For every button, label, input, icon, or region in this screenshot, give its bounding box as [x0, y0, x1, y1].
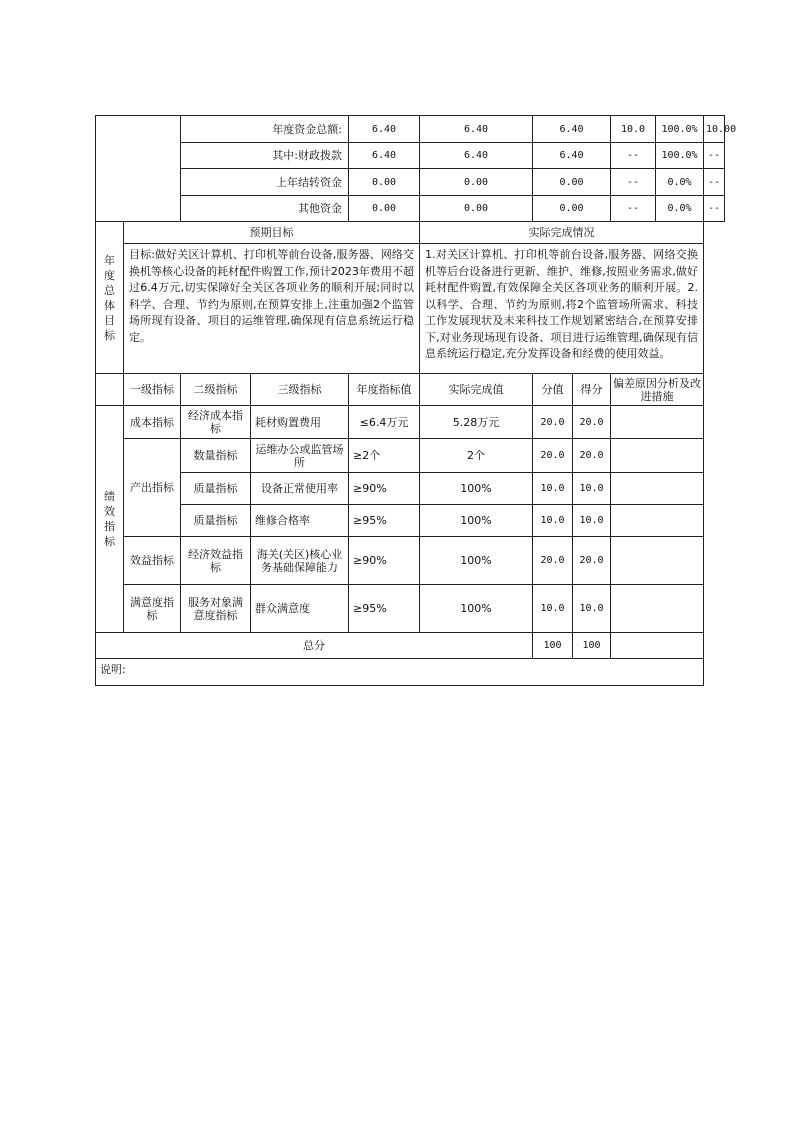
score-cell: 10.0 — [573, 585, 611, 633]
header-level3: 三级指标 — [251, 374, 349, 406]
level2-cell: 质量指标 — [181, 505, 251, 537]
funds-row — [96, 169, 725, 196]
total-deviation — [611, 633, 704, 659]
funds-weight: -- — [611, 169, 656, 196]
actual-goal-header: 实际完成情况 — [420, 222, 704, 244]
level2-cell: 经济成本指标 — [181, 406, 251, 439]
funds-blank-cell — [96, 116, 181, 222]
funds-value: 0.00 — [533, 169, 611, 196]
level3-cell: 维修合格率 — [251, 505, 349, 537]
target-cell: ≥95% — [349, 585, 420, 633]
funds-rate: 0.0% — [656, 196, 704, 222]
group-benefit: 效益指标 — [124, 537, 181, 585]
score-cell: 20.0 — [573, 537, 611, 585]
expected-goal-text: 目标:做好关区计算机、打印机等前台设备,服务器、网络交换机等核心设备的耗材配件购置工作,预计2023年费用不超过6.4万元,切实保障好全关区各项业务的顺利开展;同时以科学、合理、节约为原则,在预算安排上,注重加强2个监管场所现有设备、项目的运维管理,确保现有信息系统运行稳定。 — [124, 244, 420, 374]
group-satisfaction: 满意度指标 — [124, 585, 181, 633]
indicator-header-blank — [96, 374, 124, 406]
level2-cell: 经济效益指标 — [181, 537, 251, 585]
header-target: 年度指标值 — [349, 374, 420, 406]
funds-value: 0.00 — [420, 169, 533, 196]
funds-value: 6.40 — [349, 116, 420, 143]
funds-rate: 100.0% — [656, 116, 704, 143]
goal-header-row — [96, 222, 725, 244]
actual-cell: 100% — [420, 537, 533, 585]
level2-cell: 质量指标 — [181, 473, 251, 505]
actual-cell: 100% — [420, 585, 533, 633]
deviation-cell — [611, 439, 704, 473]
funds-rate: 100.0% — [656, 143, 704, 169]
note-label: 说明: — [96, 659, 704, 686]
actual-cell: 2个 — [420, 439, 533, 473]
level3-cell: 耗材购置费用 — [251, 406, 349, 439]
funds-row — [96, 143, 725, 169]
funds-value: 0.00 — [349, 169, 420, 196]
header-level1: 一级指标 — [124, 374, 181, 406]
level2-cell: 数量指标 — [181, 439, 251, 473]
deviation-cell — [611, 473, 704, 505]
funds-score: -- — [704, 169, 725, 196]
funds-score: 10.00 — [704, 116, 725, 143]
target-cell: ≥2个 — [349, 439, 420, 473]
score-cell: 10.0 — [573, 505, 611, 537]
total-weight: 100 — [533, 633, 573, 659]
table-row — [96, 537, 725, 585]
weight-cell: 10.0 — [533, 473, 573, 505]
funds-score: -- — [704, 196, 725, 222]
deviation-cell — [611, 406, 704, 439]
target-cell: ≥95% — [349, 505, 420, 537]
indicator-header-row — [96, 374, 725, 406]
note-row — [96, 659, 725, 686]
deviation-cell — [611, 505, 704, 537]
funds-score: -- — [704, 143, 725, 169]
target-cell: ≥90% — [349, 473, 420, 505]
funds-value: 6.40 — [533, 143, 611, 169]
actual-goal-text: 1.对关区计算机、打印机等前台设备,服务器、网络交换机等后台设备进行更新、维护、维修,按照业务需求,做好耗材配件购置,有效保障全关区各项业务的顺利开展。2.以科学、合理、节约为原则,将2个监管场所需求、科技工作发展现状及未来科技工作规划紧密结合,在预算安排下,对业务现场现有设备、项目进行运维管理,确保现有信息系统运行稳定,充分发挥设备和经费的使用效益。 — [420, 244, 704, 374]
weight-cell: 10.0 — [533, 505, 573, 537]
total-label: 总分 — [96, 633, 533, 659]
indicator-side-label — [96, 406, 124, 633]
header-actual: 实际完成值 — [420, 374, 533, 406]
funds-value: 0.00 — [533, 196, 611, 222]
table-row — [96, 439, 725, 473]
weight-cell: 10.0 — [533, 585, 573, 633]
deviation-cell — [611, 537, 704, 585]
funds-label: 上年结转资金 — [181, 169, 349, 196]
header-level2: 二级指标 — [181, 374, 251, 406]
funds-row — [96, 196, 725, 222]
target-cell: ≥90% — [349, 537, 420, 585]
level3-cell: 海关(关区)核心业务基础保障能力 — [251, 537, 349, 585]
actual-cell: 100% — [420, 473, 533, 505]
actual-cell: 5.28万元 — [420, 406, 533, 439]
header-weight: 分值 — [533, 374, 573, 406]
funds-value: 6.40 — [420, 116, 533, 143]
level2-cell: 服务对象满意度指标 — [181, 585, 251, 633]
group-output: 产出指标 — [124, 439, 181, 537]
funds-value: 0.00 — [349, 196, 420, 222]
goal-side-label — [96, 222, 124, 374]
expected-goal-header: 预期目标 — [124, 222, 420, 244]
performance-table — [95, 115, 737, 686]
funds-rate: 0.0% — [656, 169, 704, 196]
weight-cell: 20.0 — [533, 537, 573, 585]
level3-cell: 运维办公或监管场所 — [251, 439, 349, 473]
funds-label: 其他资金 — [181, 196, 349, 222]
goal-side-label-text: 年度总体目标 — [104, 253, 115, 342]
total-score: 100 — [573, 633, 611, 659]
funds-value: 0.00 — [420, 196, 533, 222]
target-cell: ≤6.4万元 — [349, 406, 420, 439]
funds-row — [96, 116, 725, 143]
funds-value: 6.40 — [420, 143, 533, 169]
score-cell: 10.0 — [573, 473, 611, 505]
actual-cell: 100% — [420, 505, 533, 537]
weight-cell: 20.0 — [533, 439, 573, 473]
group-cost: 成本指标 — [124, 406, 181, 439]
funds-value: 6.40 — [349, 143, 420, 169]
weight-cell: 20.0 — [533, 406, 573, 439]
funds-weight: -- — [611, 196, 656, 222]
table-row — [96, 473, 725, 505]
funds-weight: -- — [611, 143, 656, 169]
header-score: 得分 — [573, 374, 611, 406]
total-row — [96, 633, 725, 659]
level3-cell: 群众满意度 — [251, 585, 349, 633]
funds-value: 6.40 — [533, 116, 611, 143]
header-deviation: 偏差原因分析及改进措施 — [611, 374, 704, 406]
deviation-cell — [611, 585, 704, 633]
funds-label: 年度资金总额: — [181, 116, 349, 143]
score-cell: 20.0 — [573, 406, 611, 439]
goal-text-row — [96, 244, 725, 374]
table-row — [96, 585, 725, 633]
funds-label: 其中:财政拨款 — [181, 143, 349, 169]
level3-cell: 设备正常使用率 — [251, 473, 349, 505]
indicator-side-label-text: 绩效指标 — [104, 490, 115, 548]
score-cell: 20.0 — [573, 439, 611, 473]
table-row — [96, 505, 725, 537]
table-row — [96, 406, 725, 439]
funds-weight: 10.0 — [611, 116, 656, 143]
